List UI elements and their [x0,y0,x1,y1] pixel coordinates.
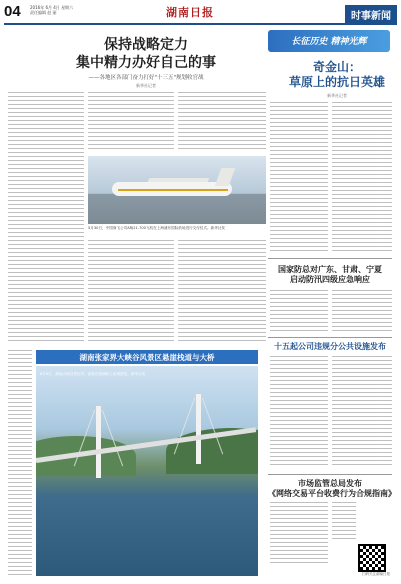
feature-headline-line: 草原上的抗日英雄 [288,75,385,89]
feature-body-column [270,102,328,252]
qr-label: 扫码关注湖南日报 [362,572,390,576]
side-story-body [270,290,328,332]
lead-body-column [178,240,266,344]
story-divider [268,258,392,259]
feature-byline: 新华社记者 [327,93,347,98]
plane-tail [215,168,236,186]
editor-line: 责任编辑 赵 丽 [30,10,57,15]
feature-headline [282,60,392,90]
header-rule [4,23,397,25]
story-divider [268,337,392,338]
side-story-body [332,502,356,540]
lead-headline-line: 集中精力办好自己的事 [76,55,216,71]
lead-body-column [178,92,266,152]
side-story-headline: 十五起公司违规分公共设施发布 [274,341,386,351]
lead-headline-line: 保持战略定力 [104,37,188,53]
side-story-headline-line: 国家防总对广东、甘肃、宁夏 [278,264,382,274]
bridge-tower [196,394,201,464]
side-story-headline [268,478,396,498]
story-divider [268,474,392,475]
side-story-headline-line: 《网络交易平台收费行为合规指南》 [268,488,396,498]
side-story-headline [268,264,392,284]
side-story-body [270,502,328,566]
masthead-logo: 湖南日报 [166,6,214,19]
plane-stripe [118,189,228,191]
lead-headline [36,36,256,72]
side-story-headline-line: 市场监管总局发布 [298,478,362,488]
bridge-photo [36,366,258,576]
side-story-body [270,356,328,468]
side-story-body [332,290,392,332]
feature-headline-line: 奇金山： [312,60,361,74]
section-tag: 时事新闻 [345,5,397,24]
page-number: 04 [4,3,21,20]
side-story-headline-line: 启动防汛四级应急响应 [290,274,370,284]
date-block [30,5,73,15]
left-body-column [8,350,32,576]
aircraft-photo-caption: 5月30日，中国商飞公司ARJ21-700飞机在上海浦东国际机场进行交付仪式。新华社发 [88,226,226,230]
lead-body-column [8,92,84,344]
feature-banner-text: 长征历史 精神光辉 [291,37,367,47]
bridge-photo-caption: 6月3日，湖南大峡谷景区内，游客在玻璃桥上参观游览。新华社发 [40,372,146,376]
date-line: 2016年 6月 4日 星期六 [30,5,74,10]
aircraft-photo [88,156,266,224]
photo-banner-text: 湖南张家界大峡谷风景区悬崖栈道与大桥 [79,353,215,362]
lead-byline: 新华社记者 [136,83,156,88]
photo-banner [36,350,258,364]
side-story-body [332,356,392,468]
bridge-tower [96,406,101,478]
lead-subtitle: ——各地区各部门奋力打好"十三五"规划收官战 [88,75,204,81]
qr-code-icon[interactable] [358,544,386,572]
feature-body-column [332,102,392,252]
lead-body-column [88,240,174,344]
lead-body-column [88,92,174,152]
feature-banner [268,30,390,52]
